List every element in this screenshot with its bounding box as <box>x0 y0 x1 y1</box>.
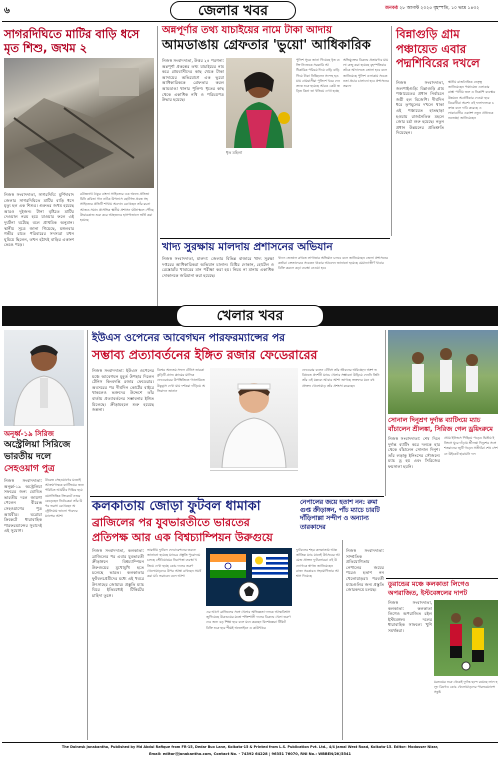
footballer-figures <box>434 600 498 676</box>
story6-headline-b: ব্রাজিলের পর যুবভারতীতে ভারতের <box>92 516 250 529</box>
section-banner-district <box>170 1 296 20</box>
story4-body-cont: খাদ্যে ভেজাল রুখতে লাগাতার অভিযান চলবে বলে জানিয়েছেন জেলা প্রশাসনের কর্তারা ক্রেতাদেরও সচেতন থাকার আবেদন জানানো হয়েছে মেয়াদোত্তীর্ণ খাবার বিক্রি করলে কড়া ব্যবস্থা নেওয়া হবে <box>278 256 388 271</box>
story2-body-cont2: অভিযুক্তের বিরুদ্ধে প্রতারণার মামলা রুজু করা হয়েছে বৃহস্পতিবার তাঁকে আদালতে তোলা হবে বলে জানিয়েছে পুলিশ এলাকায় সচেতনতা প্রচার চালানো হবে প্রশাসনের তরফে <box>343 58 389 89</box>
story3-headline: বিন্নাগুড়ি গ্রাম পঞ্চায়েত এবার পদ্মশিবিরের দখলে <box>396 27 480 70</box>
story6-body-cont3: ফুটবলের শহর কলকাতায় আন্তর্জাতিক ম্যাচ মানেই উৎসবের আমেজ প্রাক্তন ফুটবলাররা এই উদ্যোগকে স্বাগত জানিয়েছেন রাজ্য সরকারও সহযোগিতার আশ্বাস দিয়েছে <box>296 548 340 579</box>
cricketer-figure <box>4 330 84 426</box>
footer-imprint-line2: Email: editor@janakantho.com, Contact No. - 74392 64228 | 96351 76070, RNI No.: WBBEN/2K/5541 <box>148 752 352 756</box>
story6-body: নিজস্ব সংবাদদাতা, কলকাতা: ব্রাজিলের পর এবার যুবভারতী ক্রীড়াঙ্গনে বিশ্বচ্যাম্পিয়ন উরুগুয়ের মুখোমুখি হতে চলেছে ভারত। কলকাতার ফুটবলপ্রেমীদের মধ্যে এই খবরে উৎসাহের জোয়ার। প্রস্তুতি ম্যাচ ঘিরে ইতিমধ্যেই টিকিটের চাহিদা তুঙ্গে। <box>92 548 144 598</box>
brand-name: জনকণ্ঠ <box>385 6 398 11</box>
header-meta <box>385 5 479 12</box>
story1-headline: সাগরদিঘিতে মাটির বাড়ি ধসে মৃত শিশু, জখম ২ <box>4 27 140 55</box>
story4-body: নিজস্ব সংবাদদাতা, মালদা: জেলার বিভিন্ন বাজারে খাদ্য সুরক্ষা দপ্তরের আধিকারিকরা অভিযান চালান। মিষ্টির দোকান, হোটেল ও রেস্তোরাঁয় খাবারের মান পরীক্ষা করা হয়। নিয়ম না মানায় একাধিক দোকানকে জরিমানা করা হয়েছে। <box>162 256 274 278</box>
story10-top-rule <box>386 578 498 579</box>
federer-photo <box>210 368 298 468</box>
col-divider <box>342 540 343 740</box>
story1-body-cont: রবীন্দ্রনাথ ঠাকুর বাংলা সাহিত্যের এক অনন্য প্রতিভা যিনি কবিতা গান নাটক উপন্যাস ছোটগল্প প্রবন্ধ সহ সাহিত্যের প্রতিটি শাখায় অবদান রেখেছেন তাঁর রচনা আজও সমান প্রাসঙ্গিক স্থানীয় প্রশাসন ঘটনাস্থলে পৌঁছে উদ্ধারকাজ শুরু করে আহতদের হাসপাতালে ভর্তি করা হয়েছে <box>80 192 154 223</box>
story6-body-cont: ভারতীয় ফুটবল ফেডারেশনের তরফে জানানো হয়েছে ম্যাচের প্রস্তুতি পুরোদমে চলছে স্টেডিয়ামের নিরাপত্তা ব্যবস্থা খতিয়ে দেখা হচ্ছে কোচ দলের তরুণ খেলোয়াড়দের উপর আস্থা রাখছেন সমর্থকরা মাঠ ভরাবেন বলে আশা <box>147 548 202 579</box>
story5-body-cont2: ফেডেরার বলেন টেনিস তাঁর জীবনের অবিচ্ছেদ্য অংশ ভবিষ্যতে প্রদর্শনী ম্যাচে খেলার সম্ভাবনা উড়িয়ে দেননি তিনি তাঁর এই মন্তব্যে আবার আশা জাগছে ভক্তদের মনে বহু প্রাক্তন খেলোয়াড় তাঁর প্রশংসা করেছেন <box>302 368 380 388</box>
cricket-match-photo <box>388 330 498 414</box>
footer-rule <box>2 742 498 743</box>
story10-headline: ডুরান্ডের মঞ্চে কলকাতা লিগেও অপরাজিত, ইস্টবেঙ্গলের দাপট <box>388 580 470 597</box>
col-divider <box>87 330 88 740</box>
story5-headline-b: সম্ভাব্য প্রত্যাবর্তনের ইঙ্গিত রজার ফেডেরারের <box>92 347 318 362</box>
story6-body-cont2: এর আগে ব্রাজিলের সঙ্গে খেলার অভিজ্ঞতা দলকে আত্মবিশ্বাস জুগিয়েছে উরুগুয়ের মতো শক্তিশালী দলের বিরুদ্ধে খেলা তরুণদের জন্য বড় শিক্ষা হবে বলে মনে করছেন বিশেষজ্ঞরা টিকিট বিক্রি শুরু হবে শীঘ্রই অনলাইনে ও কাউন্টারে <box>206 610 291 630</box>
story4-top-rule <box>160 238 390 239</box>
story6-top-rule <box>90 496 384 497</box>
story5-body-cont: বিশ্বের অন্যতম সফল টেনিস তারকা কুড়িটি গ্র্যান্ড স্ল্যামের মালিক ফেডেরারের উপস্থিতিতে গ্যালারিতে উচ্ছ্বাস দেখা যায় দর্শকরা দাঁড়িয়ে অভিবাদন জানান <box>157 368 205 393</box>
federer-photo-caption <box>210 470 298 471</box>
story8-body: নিজস্ব সংবাদদাতা: শেষ দিনে দুর্দান্ত ব্যাটিং করে দলকে হার থেকে বাঁচালেন সোনাল দিনুশ। তাঁর লড়াকু ইনিংসের সৌজন্যে ম্যাচ ড্র হয় এবং সিরিজের ফয়সালা হয়নি। <box>388 436 440 469</box>
story8-body-cont: প্রথম ইনিংসে পিছিয়ে পড়েও দ্বিতীয় ইনিংসে ঘুরে দাঁড়ায় শ্রীলঙ্কা দিনুশের সঙ্গে শতরানের জুটি গড়েন সতীর্থরা শেষ সেশনে উইকেট হারায়নি দল <box>444 436 498 456</box>
india-uruguay-flags <box>206 548 292 606</box>
col-divider <box>391 26 392 236</box>
story7-body-cont: বীরেন্দ্র সেহওয়াগের মতোই আক্রমণাত্মক ব্যাটিংয়ের জন্য পরিচিত আর্যবীর দিল্লির হয়ে বয়সভিত্তিক ক্রিকেটে নজর কেড়েছেন নির্বাচকরা তাঁর উপর ভরসা রেখেছেন অস্ট্রেলিয়ায় ভালো পারফরম্যান্সের আশা <box>45 478 84 519</box>
story10-body: নিজস্ব সংবাদদাতা, কলকাতা: কলকাতা লিগেও অপরাজিত রইল ইস্টবেঙ্গল। দলের ধারাবাহিক সাফল্যে খুশি সমর্থকরা। <box>388 600 432 633</box>
story2-headline-a: অন্নপূর্ণার তথ্য যাচাইয়ের নামে টাকা আদায় <box>162 25 332 36</box>
football-match-photo <box>434 600 498 676</box>
header-rule <box>2 21 498 22</box>
story7-headline-a: অনূর্ধ্ব-১৯ সিরিজ <box>4 430 54 438</box>
woman-figure <box>226 58 292 148</box>
date-line: ২৮ আগস্ট ২০২৫ বৃহস্পতি, ১০ ভাদ্র ১৪৩২ <box>399 6 480 11</box>
story2-headline-b: আমডাঙায় গ্রেফতার 'ভুয়ো' আধিকারিক <box>162 38 371 53</box>
story5-body: নিজস্ব সংবাদদাতা: ইউএস ওপেনের মঞ্চে আবেগঘন মুহূর্ত উপহার দিলেন টেনিস কিংবদন্তি রজার ফেডেরার। অবসরের পর দীর্ঘদিন কোর্টের বাইরে থাকলেও ভক্তদের উদ্দেশে তাঁর বার্তায় প্রত্যাবর্তনের সম্ভাবনার ইঙ্গিত মিলেছে। ক্রীড়ামহলে শুরু হয়েছে জল্পনা। <box>92 368 154 413</box>
sports-title: খেলার খবর <box>216 308 284 324</box>
debris-illustration <box>4 58 154 188</box>
story2-photo-caption: ধৃত মহিলা <box>226 150 243 155</box>
story6-headline-a: কলকাতায় জোড়া ফুটবল ধামাকা <box>92 499 261 514</box>
col-divider <box>157 26 158 306</box>
story5-headline-a: ইউএস ওপেনের আবেগঘন পারফরম্যান্সের পর <box>92 332 285 344</box>
story9-body: নিজস্ব সংবাদদাতা: সাম্প্রতিক প্রতিযোগিতায় নেপালের জয়ের পরেও হতাশ নন খেলোয়াড়রা। পরবর্তী ম্যাচগুলির জন্য প্রস্তুতি জোরকদমে চলছে। <box>346 548 384 593</box>
story6-headline-c: প্রতিপক্ষ আর এক বিশ্বচ্যাম্পিয়ন উরুগুয়ে <box>92 531 273 544</box>
sports-banner <box>176 305 324 327</box>
story3-body: নিজস্ব সংবাদদাতা, জলপাইগুড়ি: বিন্নাগুড়ি গ্রাম পঞ্চায়েতের প্রধান নির্বাচনে জয়ী হল বিজেপি। দীর্ঘদিন ধরে তৃণমূলের দখলে থাকা এই পঞ্চায়েত হাতছাড়া হওয়ায় রাজনৈতিক মহলে জোর চর্চা শুরু হয়েছে। নতুন প্রধান উন্নয়নের প্রতিশ্রুতি দিয়েছেন। <box>396 80 444 136</box>
story2-body-cont: পুলিশ সূত্রে জানা গিয়েছে ধৃত ব্যক্তি নিজেকে সরকারি আধিকারিক পরিচয় দিয়ে বাড়ি বাড়ি গিয়ে টাকা নিচ্ছিলেন সন্দেহ হওয়ায় গ্রামবাসীরা পুলিশে খবর দেন তদন্ত শুরু হয়েছে আরও কেউ জড়িত কিনা তা খতিয়ে দেখা হচ্ছে <box>296 58 340 94</box>
col-divider <box>385 330 386 496</box>
section-title: জেলার খবর <box>198 2 268 19</box>
story10-body-cont: মরশুমের শুরু থেকেই দুর্দান্ত ছন্দে রয়েছে লাল হলুদ ব্রিগেড কোচ খেলোয়াড়দের পারফরম্যান্সে সন্তুষ্ট <box>434 680 498 695</box>
story4-headline: খাদ্য সুরক্ষায় মালদায় প্রশাসনের অভিযান <box>162 241 333 253</box>
story8-headline: সোনাল দিনুশ্রণ দুর্দান্ত ব্যাটিংয়ে ম্যাচ বাঁচালেন শ্রীলঙ্কা, সিরিজ গেল ড্রয়িংরুমে <box>388 416 493 433</box>
story2-body: নিজস্ব সংবাদদাতা, উত্তর ২৪ পরগনা: অন্নপূর্ণা প্রকল্পের তথ্য যাচাইয়ের নাম করে গ্রামবাসীদের কাছ থেকে টাকা আদায়ের অভিযোগে এক ভুয়ো আধিকারিককে গ্রেফতার করল আমডাঙা থানার পুলিশ। ধৃতের কাছ থেকে একাধিক নথি ও পরিচয়পত্র উদ্ধার হয়েছে। <box>162 58 224 103</box>
story7-headline-b: অস্ট্রেলিয়া সিরিজে <box>4 440 71 450</box>
story7-headline-c: ভারতীয় দলে <box>4 452 52 462</box>
tennis-player-figure <box>210 368 298 468</box>
footer-imprint-line1: The Dainesk Janakantho, Published by Md Abdul Rafique from FR-15, Dedar Bux Lane, Kolkata-15 & Printed from L.S. Publication Pvt. Ltd., 4/4 Jamal West Road, Kolkata-15. Editor: Modasser Nizar, <box>61 745 439 749</box>
football-flags-photo <box>206 548 292 606</box>
story3-body-cont: স্থানীয় রাজনৈতিক নেতৃত্ব জানিয়েছেন পঞ্চায়েত এলাকার রাস্তা পানীয় জল ও নিকাশি ব্যবস্থার উন্নয়নে অগ্রাধিকার দেওয়া হবে বিরোধীরা অবশ্য এই ফলাফলকে চক্রান্ত বলে দাবি করেছে এলাকাবাসীর একাংশ নতুন প্রধানকে শুভেচ্ছা জানিয়েছেন <box>448 80 496 121</box>
page-number: ৬ <box>4 6 10 16</box>
arrested-woman-photo <box>226 58 292 148</box>
story9-headline: নেপালের জয়ে হতাশ নন: রুমা গুপ্ত ক্রীড়াঙ্গন, পাঁচ ম্যাচে চারটি দাঁড়িপাল্লা সন্দীপ ও অন্যান্য তারকাদের <box>300 499 380 531</box>
story7-body: নিজস্ব সংবাদদাতা: অনূর্ধ্ব-১৯ অস্ট্রেলিয়া সফরের জন্য ঘোষিত ভারতীয় দলে জায়গা পেলেন বীরেন্দ্র সেহওয়াগের পুত্র আর্যবীর। ঘরোয়া ক্রিকেটে ধারাবাহিক পারফরম্যান্সের সুবাদেই এই সুযোগ। <box>4 478 42 534</box>
cricketer-photo <box>4 330 84 426</box>
story1-body: নিজস্ব সংবাদদাতা, সাগরদিঘি: মুর্শিদাবাদ জেলার সাগরদিঘিতে মাটির বাড়ি ধসে মৃত্যু হল এক শিশুর। গুরুতর জখম হয়েছে আরও দুইজন। টানা বৃষ্টিতে মাটির দেওয়াল নরম হয়ে যাওয়ার ফলে এই দুর্ঘটনা ঘটেছে বলে প্রাথমিক অনুমান। স্থানীয় সূত্রে জানা গিয়েছে, মঙ্গলবার গভীর রাতে পরিবারের সদস্যরা যখন ঘুমিয়ে ছিলেন, তখন হঠাৎই বাড়ির একাংশ ভেঙে পড়ে। <box>4 192 74 248</box>
story7-headline-d: সেহওয়াগ পুত্র <box>4 464 55 474</box>
players-figures <box>388 330 498 414</box>
collapsed-house-photo <box>4 58 154 188</box>
